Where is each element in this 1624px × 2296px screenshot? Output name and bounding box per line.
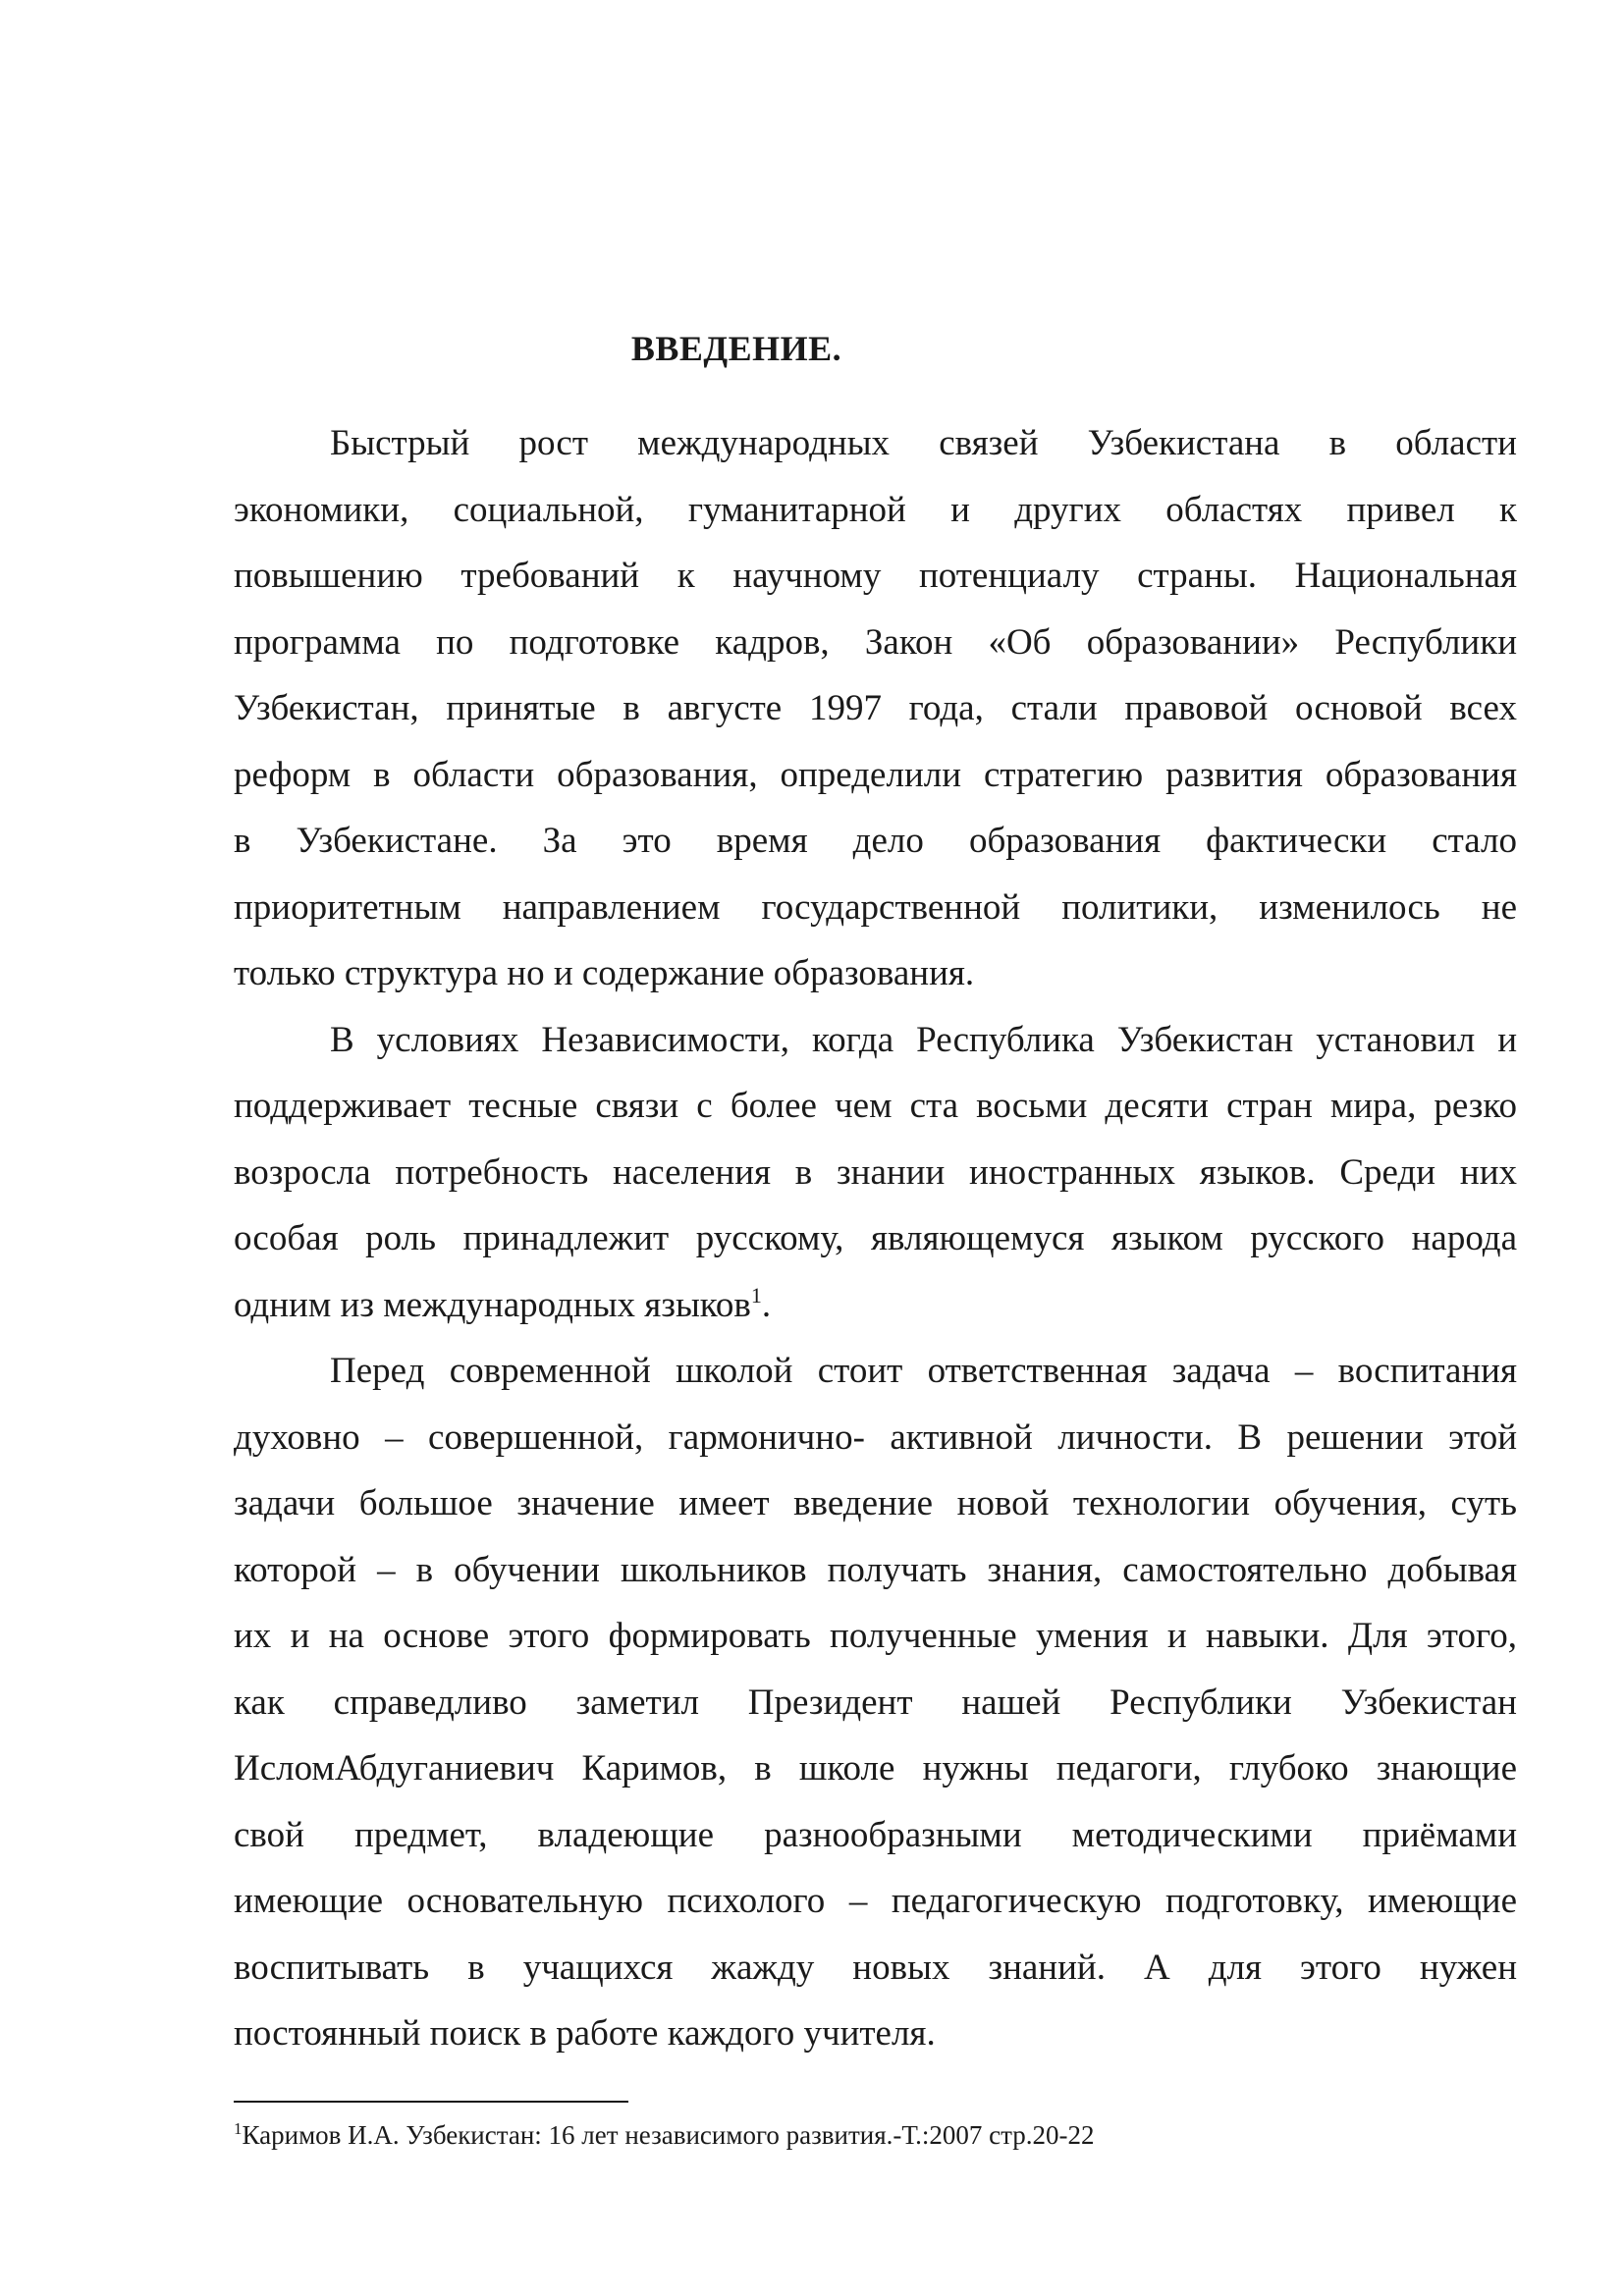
paragraph-line: Перед современной школой стоит ответственная задача – воспитания <box>330 1351 1517 1391</box>
paragraph-line: духовно – совершенной, гармонично- активной личности. В решении этой <box>234 1416 1517 1458</box>
footnote-text: Каримов И.А. Узбекистан: 16 лет независимого развития.-Т.:2007 стр.20-22 <box>242 2120 1095 2150</box>
paragraph-line: поддерживает тесные связи с более чем ста восьми десяти стран мира, резко <box>234 1086 1517 1126</box>
paragraph-line: возросла потребность населения в знании иностранных языков. Среди них <box>234 1151 1517 1193</box>
paragraph-line: их и на основе этого формировать полученные умения и навыки. Для этого, <box>234 1616 1517 1656</box>
paragraph-line: реформ в области образования, определили стратегию развития образования <box>234 754 1517 795</box>
paragraph-line: задачи большое значение имеет введение новой технологии обучения, суть <box>234 1483 1517 1523</box>
paragraph-line: повышению требований к научному потенциалу страны. Национальная <box>234 556 1517 596</box>
paragraph-line: воспитывать в учащихся жажду новых знаний. А для этого нужен <box>234 1947 1517 1988</box>
paragraph-3 <box>234 1338 1517 2067</box>
document-body <box>234 410 1517 2067</box>
paragraph-line: программа по подготовке кадров, Закон «Об образовании» Республики <box>234 621 1517 663</box>
paragraph-line: свой предмет, владеющие разнообразными методическими приёмами <box>234 1814 1517 1855</box>
sentence-end: . <box>761 1284 772 1325</box>
paragraph-line: приоритетным направлением государственной политики, изменилось не <box>234 886 1517 928</box>
paragraph-line: только структура но и содержание образования. <box>234 953 975 993</box>
paragraph-line: имеющие основательную психолого – педагогическую подготовку, имеющие <box>234 1881 1517 1921</box>
paragraph-line: которой – в обучении школьников получать знания, самостоятельно добывая <box>234 1549 1517 1590</box>
footnote-reference[interactable]: 1 <box>750 1282 762 1308</box>
paragraph-line: ИсломАбдуганиевич Каримов, в школе нужны педагоги, глубоко знающие <box>234 1748 1517 1789</box>
paragraph-line: постоянный поиск в работе каждого учителя. <box>234 2013 936 2054</box>
paragraph-2 <box>234 1007 1517 1339</box>
paragraph-last-line <box>234 1272 1517 1339</box>
footnote-mark: 1 <box>234 2119 243 2138</box>
paragraph-line: экономики, социальной, гуманитарной и других областях привел к <box>234 489 1517 530</box>
paragraph-line: В условиях Независимости, когда Республика Узбекистан установил и <box>330 1019 1517 1060</box>
paragraph-line: как справедливо заметил Президент нашей Республики Узбекистан <box>234 1682 1517 1723</box>
paragraph-line: в Узбекистане. За это время дело образования фактически стало <box>234 821 1517 861</box>
paragraph-1 <box>234 410 1517 1007</box>
paragraph-line: особая роль принадлежит русскому, являющемуся языком русского народа <box>234 1218 1517 1258</box>
page-title: ВВЕДЕНИЕ. <box>630 329 842 368</box>
footnote <box>234 2118 1095 2152</box>
paragraph-line: Быстрый рост международных связей Узбекистана в области <box>330 423 1517 463</box>
paragraph-line: Узбекистан, принятые в августе 1997 года, стали правовой основой всех <box>234 688 1517 728</box>
footnote-separator <box>234 2101 628 2103</box>
paragraph-line-text: одним из международных языков <box>234 1284 751 1325</box>
